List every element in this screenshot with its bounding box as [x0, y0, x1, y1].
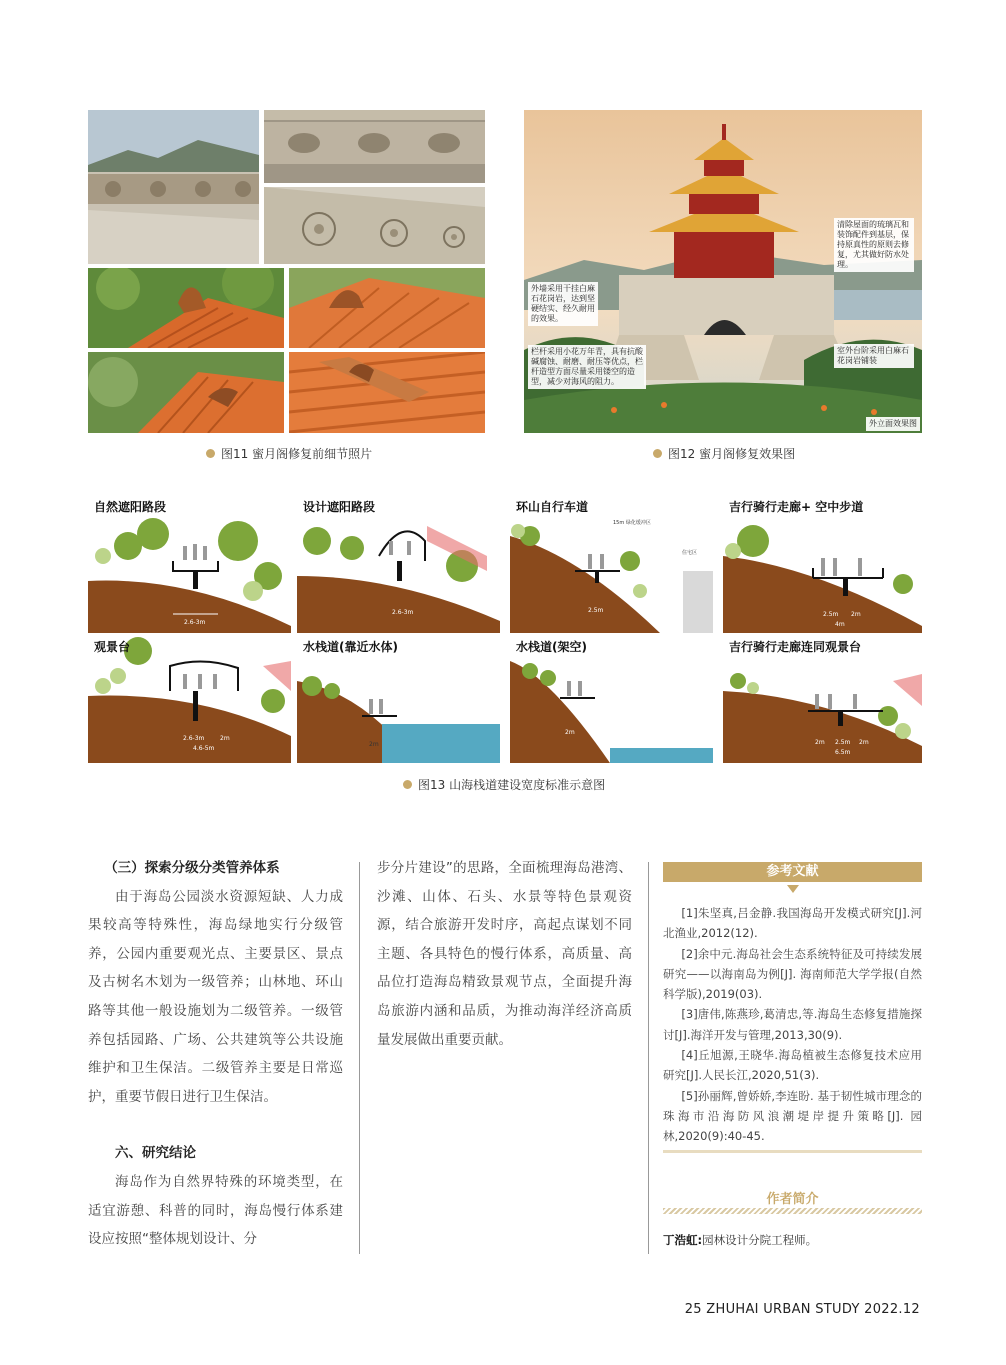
- bullet-dot-icon: [653, 449, 662, 458]
- section-title: 水栈道(靠近水体): [303, 640, 398, 654]
- photo-railing-sea: [88, 110, 259, 264]
- dimension-label: 2.5m: [835, 739, 851, 746]
- dimension-label: 4m: [835, 621, 845, 628]
- dimension-label: 2m: [220, 735, 230, 742]
- section-title: 观景台: [94, 640, 131, 654]
- section-heading: 六、研究结论: [115, 1145, 196, 1162]
- paragraph: 由于海岛公园淡水资源短缺、人力成果较高等特殊性，海岛绿地实行分级管养，公园内重要观光点、主要景区、景点及古树名木划为一级管养；山林地、环山路等其他一般设施划为二级管养。一级管养包括园路、广场、公共建筑等公共设施维护和卫生保洁。二级管养主要是日常巡护，重要节假日进行卫生保洁。: [88, 888, 343, 1105]
- render-label: 外立面效果图: [866, 417, 920, 431]
- dimension-label: 2m: [859, 739, 869, 746]
- reference-item: [2]余中元.海岛社会生态系统特征及可持续发展研究——以海南岛为例[J]. 海南师范大学学报(自然科学版),2019(03).: [663, 946, 922, 1002]
- photo-roof-dragon-1: [88, 268, 284, 348]
- column-divider: [359, 862, 360, 1254]
- author-name: 丁浩虹:: [663, 1233, 703, 1247]
- dimension-label: 2m: [565, 729, 575, 736]
- author-divider: [663, 1208, 922, 1214]
- page-number: 25: [684, 1302, 702, 1317]
- page-footer: [685, 1302, 920, 1317]
- bullet-dot-icon: [403, 780, 412, 789]
- reference-item: [1]朱坚真,吕金静.我国海岛开发模式研究[J].河北渔业,2012(12).: [663, 906, 922, 941]
- section-heading: （三）探索分级分类管养体系: [104, 860, 280, 876]
- note-steps: 室外台阶采用白麻石花岗岩铺装: [834, 344, 914, 368]
- note-wall: 外墙采用干挂白麻石花岗岩，达到坚硬结实、经久耐用的效果。: [528, 282, 598, 326]
- dimension-label: 2.6-3m: [183, 735, 205, 742]
- dimension-label: 住宅区: [682, 550, 698, 556]
- dimension-label: 2.5m: [823, 611, 839, 618]
- dimension-label: 2.5m: [588, 607, 604, 614]
- section-panel-8: [723, 636, 922, 763]
- section-title: 吉行骑行走廊连同观景台: [729, 640, 862, 654]
- paragraph: 海岛作为自然界特殊的环境类型，在适宜游憩、科普的同时，海岛慢行体系建设应按照“整体规划设计、分: [88, 1173, 343, 1248]
- section-panel-4: [723, 496, 922, 633]
- dimension-label: 2m: [851, 611, 861, 618]
- photo-railing-closeup: [264, 110, 485, 183]
- reference-item: [4]丘旭源,王晓华.海岛植被生态修复技术应用研究[J].人民长江,2020,51(3).: [663, 1048, 922, 1083]
- reference-item: [5]孙丽辉,曾娇娇,李连盼. 基于韧性城市理念的珠海市沿海防风浪潮堤岸提升策略[J]. 园林,2020(9):40-45.: [663, 1088, 922, 1144]
- dimension-label: 2m: [815, 739, 825, 746]
- references-heading: 参考文献: [663, 862, 922, 882]
- reference-item: [3]唐伟,陈燕珍,葛清忠,等.海岛生态修复措施探讨[J].海洋开发与管理,2013,30(9).: [663, 1007, 922, 1042]
- note-roof: 清除屋面的琉璃瓦和装饰配件到基层，保持原真性的原则去修复，尤其做好防水处理。: [834, 218, 914, 272]
- section-title: 水栈道(架空): [516, 640, 587, 654]
- section-title: 自然遮阳路段: [94, 500, 167, 514]
- section-panel-5: [88, 636, 291, 763]
- journal-name: ZHUHAI URBAN STUDY: [706, 1302, 860, 1317]
- text-column-1: [88, 854, 343, 1254]
- column-divider: [648, 862, 649, 1254]
- dimension-label: 2.6-3m: [184, 619, 206, 626]
- author-heading: 作者简介: [766, 1192, 819, 1207]
- section-panel-1: [88, 496, 291, 633]
- references-list: [663, 903, 922, 1147]
- references-divider: [663, 1150, 922, 1153]
- section-title: 环山自行车道: [516, 500, 589, 514]
- text-column-2: [377, 854, 632, 1054]
- issue-date: 2022.12: [864, 1302, 920, 1317]
- figure-11-caption: 图11 蜜月阁修复前细节照片: [206, 445, 372, 462]
- photo-roof-dragon-4: [289, 352, 485, 433]
- photo-roof-dragon-2: [289, 268, 485, 348]
- triangle-down-icon: [787, 885, 799, 893]
- note-railing: 栏杆采用小花万年青，具有抗酸碱腐蚀、耐磨、耐压等优点，栏杆造型方面尽量采用镂空的造型，减少对海风的阻力。: [528, 345, 646, 389]
- section-panel-7: [510, 636, 713, 763]
- bullet-dot-icon: [206, 449, 215, 458]
- author-info: [663, 1232, 922, 1248]
- section-panel-6: [297, 636, 500, 763]
- figure-12-render: [524, 110, 922, 433]
- author-desc: 园林设计分院工程师。: [702, 1233, 818, 1247]
- dimension-label: 2.6-3m: [392, 609, 414, 616]
- dimension-label: 6.5m: [835, 749, 851, 756]
- section-panel-2: [297, 496, 500, 633]
- section-panel-3: [510, 496, 713, 633]
- dimension-label: 2m: [369, 741, 379, 748]
- figure-12-caption: 图12 蜜月阁修复效果图: [653, 445, 795, 462]
- photo-railing-pattern: [264, 187, 485, 264]
- paragraph: 步分片建设”的思路，全面梳理海岛港湾、沙滩、山体、石头、水景等特色景观资源，结合旅游开发时序，高起点谋划不同主题、各具特色的慢行体系，高质量、高品位打造海岛精致景观节点，全面提升海岛旅游内涵和品质，为推动海洋经济高质量发展做出重要贡献。: [377, 860, 632, 1048]
- dimension-label: 15m 绿化缓冲区: [613, 520, 651, 526]
- section-title: 吉行骑行走廊+ 空中步道: [729, 500, 864, 514]
- figure-13-caption: 图13 山海栈道建设宽度标准示意图: [403, 776, 605, 793]
- section-title: 设计遮阳路段: [303, 500, 376, 514]
- dimension-label: 4.6-5m: [193, 745, 215, 752]
- photo-roof-dragon-3: [88, 352, 284, 433]
